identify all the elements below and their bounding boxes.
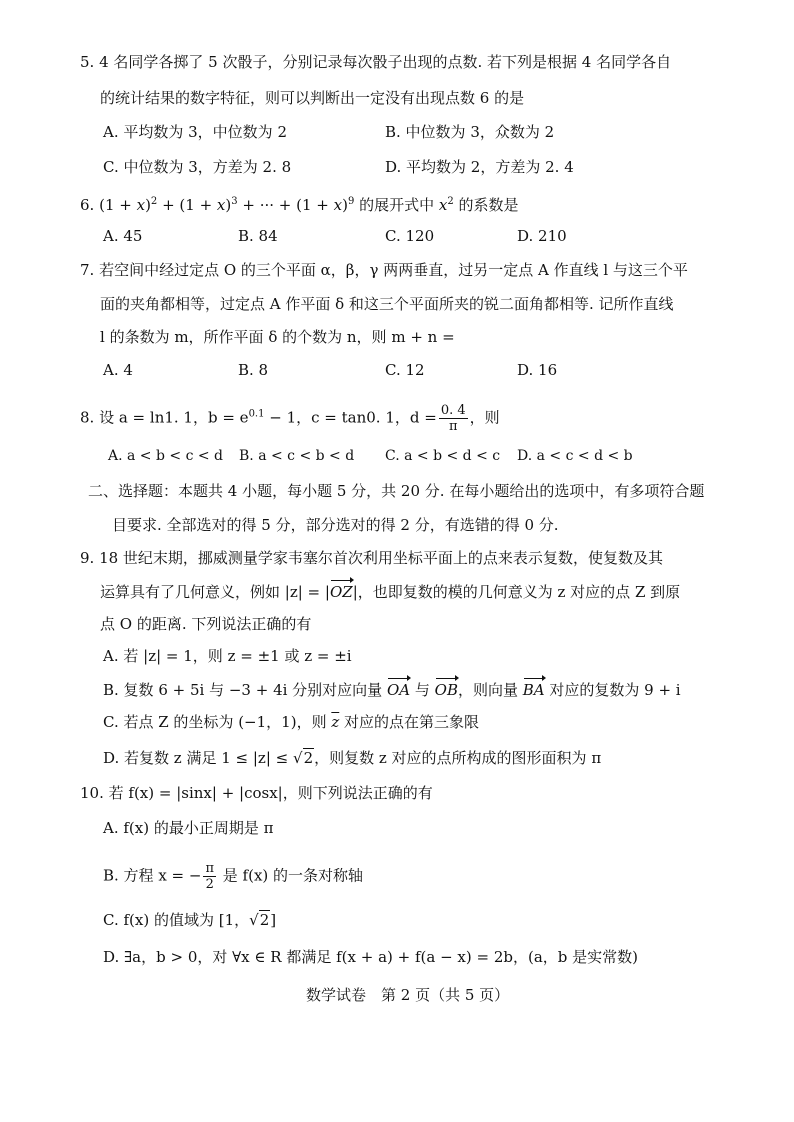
- conjugate-z: $\overline{z}$: [331, 713, 340, 731]
- q7-stem-line-2: 面的夹角都相等，过定点 A 作平面 δ 和这三个平面所夹的锐二面角都相等. 记所作直线: [100, 295, 674, 313]
- q8-option-c: C. a < b < d < c: [385, 448, 501, 464]
- q5-option-b: B. 中位数为 3，众数为 2: [385, 123, 555, 141]
- q5-option-d: D. 平均数为 2，方差为 2. 4: [385, 158, 574, 176]
- q8-option-b: B. a < c < b < d: [239, 448, 355, 464]
- q7-option-c: C. 12: [385, 361, 425, 379]
- q7-option-d: D. 16: [517, 361, 558, 379]
- q9-option-c: C. 若点 Z 的坐标为 (−1，1)，则 $\overline{z}$ 对应的点在第三象限: [103, 713, 480, 731]
- q8-stem: 8. 设 a = ln1. 1，$b = e^{0.1} - 1$，c = tan0. 1，d = $\frac{0. 4}{\pi}$ ，则: [80, 403, 500, 434]
- q6-option-b: B. 84: [238, 227, 278, 245]
- q7-stem-line-3: l 的条数为 m，所作平面 δ 的个数为 n，则 m + n =: [100, 328, 455, 346]
- q6-option-c: C. 120: [385, 227, 435, 245]
- q7-option-b: B. 8: [238, 361, 269, 379]
- q8-option-d: D. a < c < d < b: [517, 448, 633, 464]
- q9-option-d: D. 若复数 z 满足 1 ≤ |z| ≤ √2，则复数 z 对应的点所构成的图形面积为 π: [103, 749, 602, 767]
- q5-stem-line-1: 5. 4 名同学各掷了 5 次骰子，分别记录每次骰子出现的点数. 若下列是根据 4 名同学各自: [80, 53, 672, 71]
- section-2-heading-line-2: 目要求. 全部选对的得 5 分，部分选对的得 2 分，有选错的得 0 分.: [112, 516, 559, 534]
- q7-option-a: A. 4: [103, 361, 133, 379]
- page-footer: 数学试卷 第 2 页（共 5 页）: [306, 986, 510, 1004]
- q10-option-d: D. ∃a，b > 0，对 ∀x ∈ R 都满足 f(x + a) + f(a − x) = 2b，(a，b 是实常数): [103, 948, 639, 966]
- q5-option-a: A. 平均数为 3，中位数为 2: [103, 123, 287, 141]
- vector-ob: OB: [434, 681, 458, 699]
- q7-stem-line-1: 7. 若空间中经过定点 O 的三个平面 α，β，γ 两两垂直，过另一定点 A 作直线 l 与这三个平: [80, 261, 688, 279]
- q8-option-a: A. a < b < c < d: [108, 448, 224, 464]
- q5-stem-line-2: 的统计结果的数字特征，则可以判断出一定没有出现点数 6 的是: [100, 89, 525, 107]
- q10-option-a: A. f(x) 的最小正周期是 π: [103, 819, 274, 837]
- q9-stem-line-1: 9. 18 世纪末期，挪威测量学家韦塞尔首次利用坐标平面上的点来表示复数，使复数及其: [80, 549, 663, 567]
- q9-stem-line-2: 运算具有了几何意义，例如 |z| = |OZ|，也即复数的模的几何意义为 z 对应的点 Z 到原: [100, 583, 681, 601]
- fraction-0.4-over-pi: $\frac{0. 4}{\pi}$: [440, 403, 466, 434]
- q6-stem: 6. $(1 + x)^2 + (1 + x)^3$ + ··· + $(1 + x)^9$ 的展开式中 $x^2$ 的系数是: [80, 196, 519, 214]
- section-2-heading-line-1: 二、选择题：本题共 4 小题，每小题 5 分，共 20 分. 在每小题给出的选项中，有多项符合题: [88, 482, 705, 500]
- vector-oa: OA: [386, 681, 411, 699]
- fraction-pi-over-2: $\frac{\pi}{2}$: [205, 861, 215, 892]
- vector-oz: OZ: [329, 583, 353, 601]
- q10-option-b: B. 方程 x = − $\frac{\pi}{2}$ 是 f(x) 的一条对称轴: [103, 861, 364, 892]
- q6-option-d: D. 210: [517, 227, 567, 245]
- q6-option-a: A. 45: [103, 227, 143, 245]
- q5-option-c: C. 中位数为 3，方差为 2. 8: [103, 158, 292, 176]
- q9-option-b: B. 复数 6 + 5i 与 −3 + 4i 分别对应向量 OA 与 OB，则向量 BA 对应的复数为 9 + i: [103, 681, 681, 699]
- q10-stem: 10. 若 f(x) = |sinx| + |cosx|，则下列说法正确的有: [80, 784, 433, 802]
- q10-option-c: C. f(x) 的值域为 [1，√2]: [103, 911, 277, 929]
- sqrt-2: √2: [249, 911, 270, 929]
- q9-stem-line-3: 点 O 的距离. 下列说法正确的有: [100, 615, 312, 633]
- sqrt-2: √2: [293, 749, 314, 767]
- q9-option-a: A. 若 |z| = 1，则 z = ±1 或 z = ±i: [103, 647, 352, 665]
- vector-ba: BA: [522, 681, 545, 699]
